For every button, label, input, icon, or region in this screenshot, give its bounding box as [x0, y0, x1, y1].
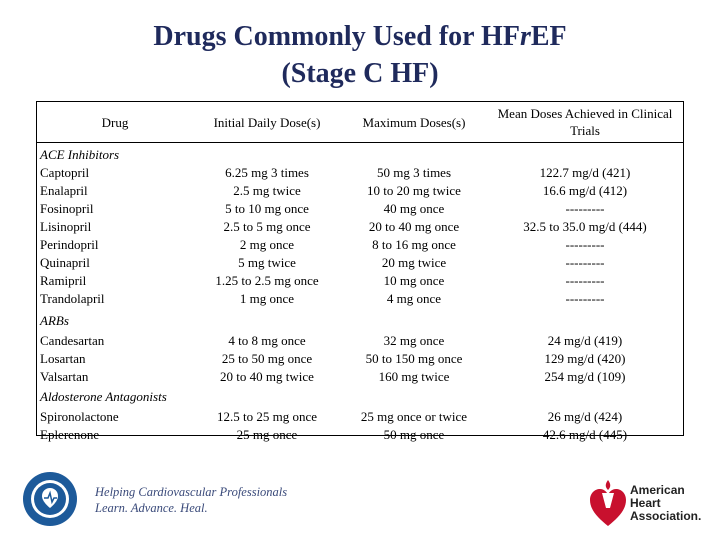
table-row: [37, 332, 683, 350]
drug-cell: Valsartan: [40, 369, 89, 384]
tagline-line-1: Helping Cardiovascular Professionals: [95, 485, 288, 499]
drug-dose-table: [36, 101, 684, 442]
mean-dose-cell: ---------: [565, 291, 605, 306]
initial-dose-cell: 1.25 to 2.5 mg once: [215, 273, 319, 288]
maximum-dose-cell: 160 mg twice: [378, 369, 450, 384]
aha-logo-text: [630, 484, 701, 523]
mean-dose-cell: 254 mg/d (109): [544, 369, 626, 384]
slide-title: [0, 18, 720, 92]
mean-dose-cell: ---------: [565, 273, 605, 288]
drug-cell: ACE Inhibitors: [40, 147, 120, 162]
mean-dose-cell: 122.7 mg/d (421): [539, 165, 631, 180]
table-row: [37, 164, 683, 182]
category-row: [37, 146, 683, 164]
header-mean-dose: Mean Doses Achieved in Clinical Trials: [497, 106, 673, 138]
table-row: [37, 182, 683, 200]
drug-cell: ARBs: [40, 313, 69, 328]
drug-cell: Candesartan: [40, 333, 105, 348]
table-row: [37, 408, 683, 426]
header-initial-dose: Initial Daily Dose(s): [213, 114, 321, 130]
table-row: [37, 218, 683, 236]
header-drug: Drug: [101, 114, 129, 130]
maximum-dose-cell: 8 to 16 mg once: [372, 237, 456, 252]
maximum-dose-cell: 20 to 40 mg once: [368, 219, 460, 234]
aha-line-1: American: [630, 483, 685, 497]
mean-dose-cell: 16.6 mg/d (412): [542, 183, 628, 198]
title-line-2: (Stage C HF): [281, 58, 439, 89]
table-row: [37, 290, 683, 308]
table-row: [37, 426, 683, 444]
maximum-dose-cell: 20 mg twice: [381, 255, 447, 270]
drug-cell: Eplerenone: [40, 427, 100, 442]
aha-line-3: Association.: [630, 509, 702, 523]
tagline-line-2: Learn. Advance. Heal.: [95, 501, 208, 515]
drug-cell: Captopril: [40, 165, 90, 180]
mean-dose-cell: ---------: [565, 237, 605, 252]
header-divider: [37, 142, 683, 143]
maximum-dose-cell: 50 mg 3 times: [376, 165, 452, 180]
initial-dose-cell: 4 to 8 mg once: [228, 333, 306, 348]
initial-dose-cell: 1 mg once: [239, 291, 295, 306]
drug-cell: Fosinopril: [40, 201, 94, 216]
maximum-dose-cell: 50 to 150 mg once: [365, 351, 463, 366]
aha-line-2: Heart: [630, 496, 661, 510]
initial-dose-cell: 25 mg once: [236, 427, 298, 442]
initial-dose-cell: 20 to 40 mg twice: [220, 369, 314, 384]
maximum-dose-cell: 4 mg once: [386, 291, 442, 306]
mean-dose-cell: 32.5 to 35.0 mg/d (444): [523, 219, 647, 234]
acc-tagline: [95, 484, 287, 516]
mean-dose-cell: 26 mg/d (424): [547, 409, 623, 424]
drug-cell: Quinapril: [40, 255, 90, 270]
maximum-dose-cell: 25 mg once or twice: [360, 409, 468, 424]
drug-cell: Lisinopril: [40, 219, 92, 234]
header-maximum-dose: Maximum Doses(s): [362, 114, 466, 130]
maximum-dose-cell: 32 mg once: [383, 333, 445, 348]
aha-heart-torch-icon: [588, 478, 628, 528]
initial-dose-cell: 25 to 50 mg once: [221, 351, 313, 366]
mean-dose-cell: ---------: [565, 201, 605, 216]
drug-cell: Perindopril: [40, 237, 99, 252]
table-row: [37, 254, 683, 272]
acc-seal-icon: [22, 471, 78, 527]
table-row: [37, 350, 683, 368]
mean-dose-cell: 129 mg/d (420): [544, 351, 626, 366]
drug-cell: Ramipril: [40, 273, 87, 288]
initial-dose-cell: 6.25 mg 3 times: [225, 165, 309, 180]
mean-dose-cell: ---------: [565, 255, 605, 270]
initial-dose-cell: 2 mg once: [239, 237, 295, 252]
table-row: [37, 236, 683, 254]
mean-dose-cell: 24 mg/d (419): [547, 333, 623, 348]
maximum-dose-cell: 10 to 20 mg twice: [367, 183, 461, 198]
maximum-dose-cell: 10 mg once: [383, 273, 445, 288]
drug-cell: Enalapril: [40, 183, 88, 198]
category-row: [37, 388, 683, 406]
table-row: [37, 272, 683, 290]
initial-dose-cell: 2.5 mg twice: [233, 183, 301, 198]
mean-dose-cell: 42.6 mg/d (445): [542, 427, 628, 442]
maximum-dose-cell: 50 mg once: [383, 427, 445, 442]
drug-cell: Aldosterone Antagonists: [40, 389, 167, 404]
title-line-1: Drugs Commonly Used for HFrEF: [153, 21, 567, 52]
drug-cell: Trandolapril: [40, 291, 105, 306]
initial-dose-cell: 12.5 to 25 mg once: [216, 409, 317, 424]
table-row: [37, 200, 683, 218]
category-row: [37, 312, 683, 330]
initial-dose-cell: 5 mg twice: [238, 255, 296, 270]
table-row: [37, 368, 683, 386]
maximum-dose-cell: 40 mg once: [383, 201, 445, 216]
initial-dose-cell: 2.5 to 5 mg once: [223, 219, 311, 234]
drug-cell: Spironolactone: [40, 409, 119, 424]
initial-dose-cell: 5 to 10 mg once: [225, 201, 309, 216]
drug-cell: Losartan: [40, 351, 86, 366]
